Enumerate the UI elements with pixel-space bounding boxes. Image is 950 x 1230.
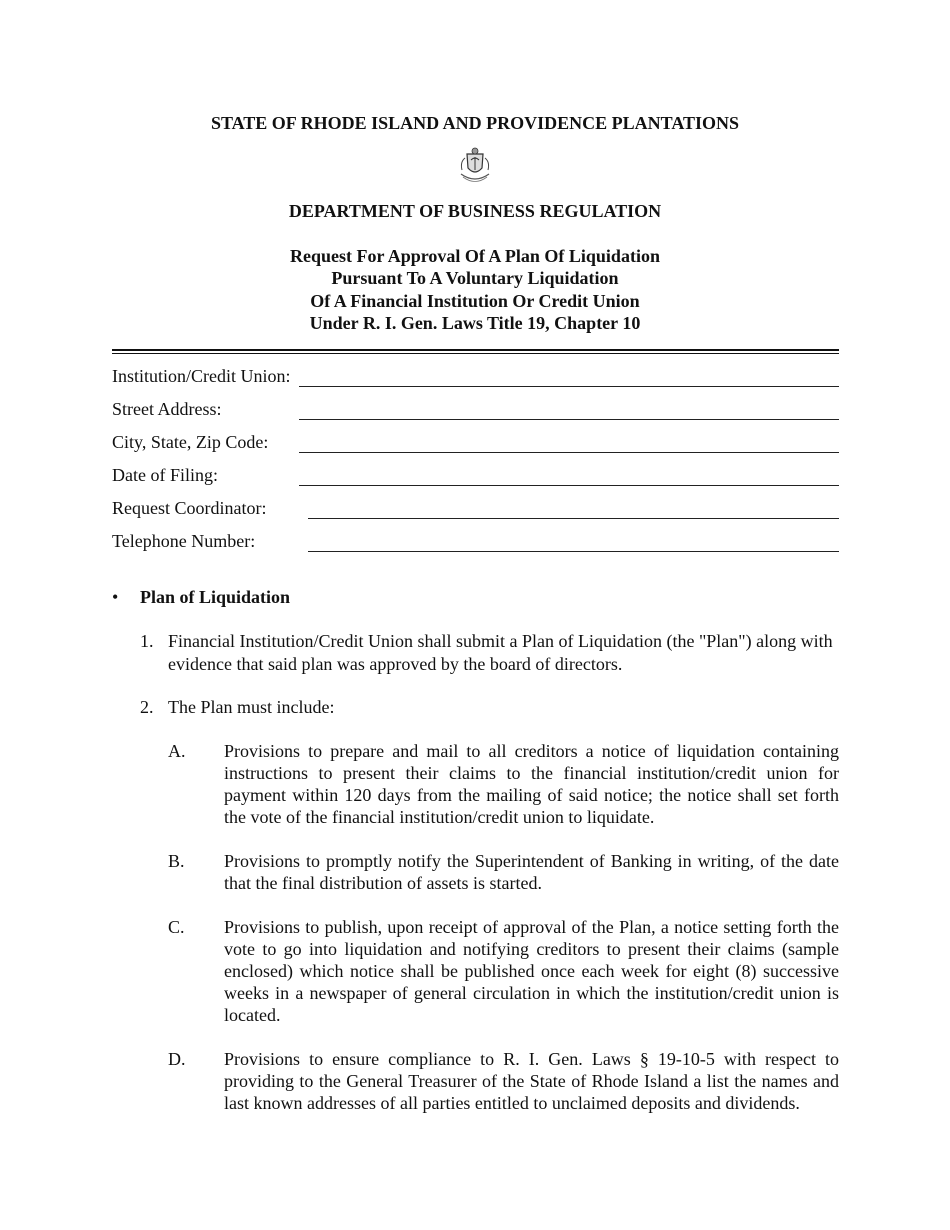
divider: [112, 349, 839, 351]
sub-list-item: [168, 850, 839, 894]
field-label: Date of Filing:: [112, 465, 218, 485]
item-letter: A.: [168, 741, 186, 761]
title-line: Of A Financial Institution Or Credit Union: [310, 290, 640, 311]
item-number: 2.: [140, 697, 154, 717]
field-label: Telephone Number:: [112, 531, 256, 551]
divider: [112, 353, 839, 354]
section-title: Plan of Liquidation: [140, 587, 291, 607]
list-item: [140, 630, 839, 675]
title-line: Request For Approval Of A Plan Of Liquidation: [290, 246, 660, 266]
field-label: City, State, Zip Code:: [112, 432, 269, 452]
item-text: Provisions to publish, upon receipt of approval of the Plan, a notice setting forth the vote to go into liquidation and notifying creditors to present their claims (sample enclosed) which notice shall be published once each week for eight (8) successive weeks in a newspaper of general circulation in which the institution/credit union is located.: [224, 917, 839, 1025]
state-heading: STATE OF RHODE ISLAND AND PROVIDENCE PLANTATIONS: [210, 113, 740, 133]
item-letter: C.: [168, 917, 185, 937]
field-city-state-zip: [112, 432, 839, 458]
sub-list-item: [168, 1048, 839, 1114]
sub-list-item: [168, 740, 839, 828]
item-text: The Plan must include:: [168, 697, 335, 717]
item-letter: D.: [168, 1049, 186, 1069]
city-state-zip-input-line[interactable]: [299, 452, 839, 453]
department-heading: DEPARTMENT OF BUSINESS REGULATION: [288, 201, 662, 221]
state-seal-icon: [455, 146, 495, 184]
field-institution: [112, 366, 839, 392]
list-item: [140, 696, 839, 719]
field-label: Street Address:: [112, 399, 222, 419]
sub-list-item: [168, 916, 839, 1026]
title-line: Pursuant To A Voluntary Liquidation: [331, 268, 619, 289]
item-text: Provisions to promptly notify the Superintendent of Banking in writing, of the date that the final distribution of assets is started.: [224, 851, 839, 893]
request-coordinator-input-line[interactable]: [308, 518, 839, 519]
bullet-icon: •: [112, 587, 119, 607]
telephone-number-input-line[interactable]: [308, 551, 839, 552]
field-request-coordinator: [112, 498, 839, 524]
item-letter: B.: [168, 851, 185, 871]
item-number: 1.: [140, 631, 154, 651]
item-text: Provisions to prepare and mail to all creditors a notice of liquidation containing instructions to present their claims to the financial institution/credit union for payment within 120 days from the mailing of said notice; the notice shall set forth the vote of the financial institution/credit union to liquidate.: [224, 741, 839, 827]
field-date-of-filing: [112, 465, 839, 491]
item-text: Provisions to ensure compliance to R. I. Gen. Laws § 19-10-5 with respect to providing to the General Treasurer of the State of Rhode Island a list the names and last known addresses of all parties entitled to unclaimed deposits and dividends.: [224, 1049, 839, 1113]
field-street-address: [112, 399, 839, 425]
title-line: Under R. I. Gen. Laws Title 19, Chapter 10: [309, 313, 641, 334]
field-telephone-number: [112, 531, 839, 557]
field-label: Institution/Credit Union:: [112, 366, 291, 386]
field-label: Request Coordinator:: [112, 498, 267, 518]
street-address-input-line[interactable]: [299, 419, 839, 420]
date-of-filing-input-line[interactable]: [299, 485, 839, 486]
form-title: [0, 245, 950, 335]
item-text: Financial Institution/Credit Union shall submit a Plan of Liquidation (the "Plan") along with evidence that said plan was approved by the board of directors.: [168, 631, 833, 674]
institution-input-line[interactable]: [299, 386, 839, 387]
